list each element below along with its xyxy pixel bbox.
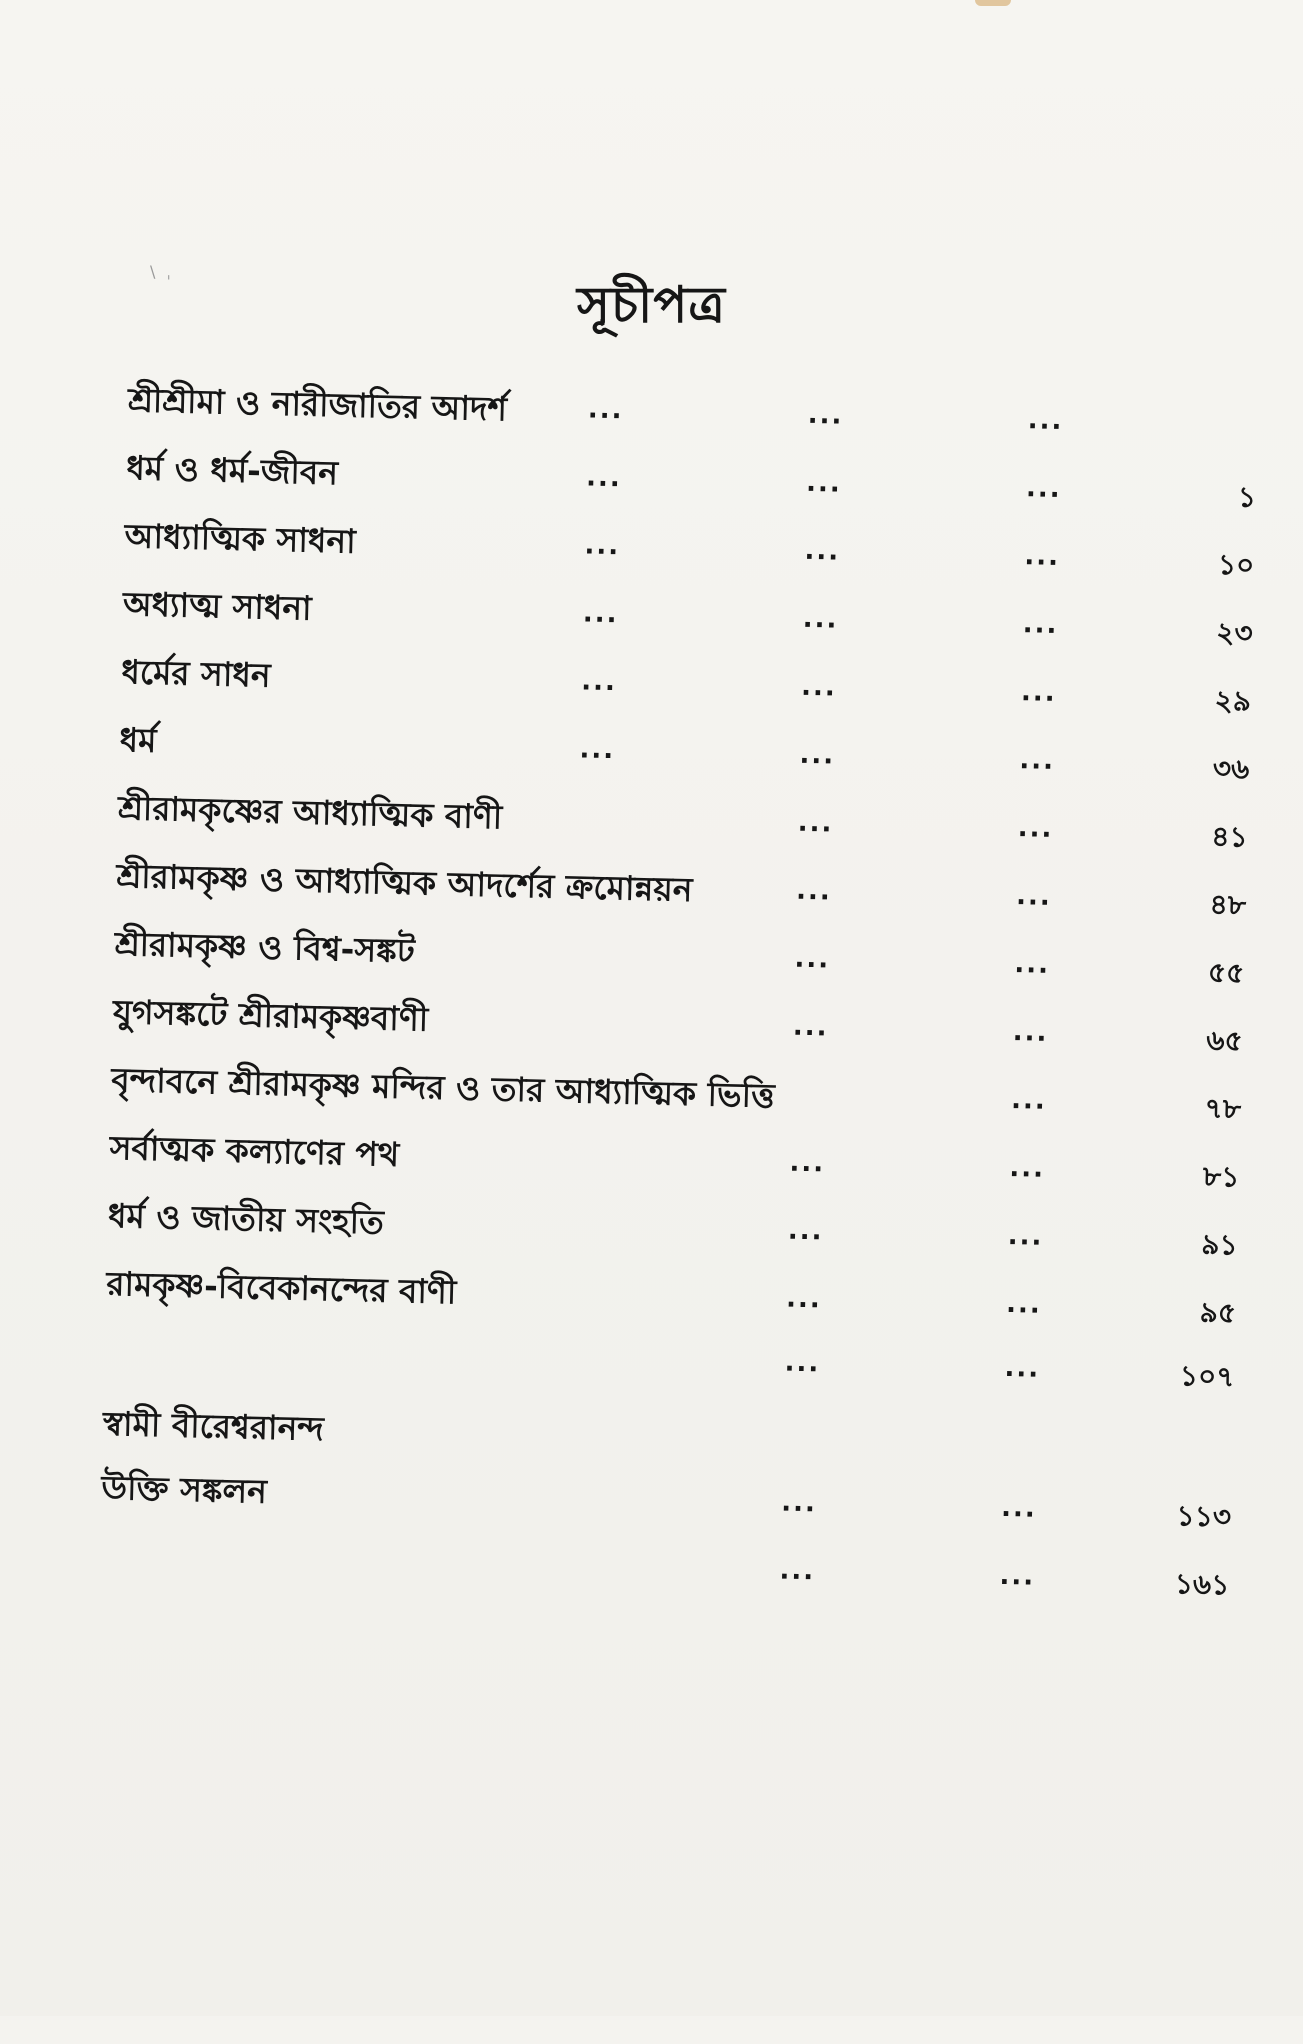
toc-label: শ্রীরামকৃষ্ণ ও বিশ্ব-সঙ্কট	[114, 924, 416, 971]
leader-dots: ...	[1020, 677, 1058, 708]
toc-label: সর্বাত্মক কল্যাণের পথ	[109, 1127, 400, 1175]
leader-dots: ...	[1014, 949, 1051, 980]
toc-row	[107, 1188, 1238, 1272]
leader-dots: ...	[1007, 1220, 1044, 1252]
leader-dots: ...	[1004, 1352, 1041, 1384]
leader-dots: ...	[794, 943, 831, 975]
leader-dots: ...	[789, 1147, 826, 1179]
toc-label: ধর্ম ও জাতীয় সংহতি	[107, 1195, 385, 1242]
leader-dots: ...	[805, 467, 843, 499]
leader-dots: ...	[579, 734, 616, 766]
leader-dots: ...	[1017, 813, 1054, 844]
toc-row	[117, 780, 1248, 864]
toc-page-number: ১০	[1217, 547, 1255, 582]
leader-dots: ...	[787, 1215, 824, 1247]
leader-dots: ...	[999, 1560, 1036, 1592]
toc-label: অধ্যাত্ম সাধনা	[122, 584, 313, 628]
leader-dots: ...	[1022, 609, 1059, 640]
leader-dots: ...	[807, 399, 844, 431]
pencil-mark: \ ˌ	[150, 262, 174, 281]
leader-dots: ...	[584, 530, 621, 562]
toc-label: আধ্যাত্মিক সাধনা	[124, 516, 357, 561]
toc-label: ধর্ম	[119, 720, 157, 760]
toc-label: শ্রীশ্রীমা ও নারীজাতির আদর্শ	[127, 380, 508, 429]
leader-dots: ...	[785, 1283, 823, 1315]
leader-dots: ...	[1025, 473, 1063, 505]
leader-dots: ...	[1000, 1492, 1038, 1524]
paper-stain	[975, 0, 1011, 6]
toc-label: যুগসঙ্কটে শ্রীরামকৃষ্ণবাণী	[112, 992, 429, 1039]
toc-label: বৃন্দাবনে শ্রীরামকৃষ্ণ মন্দির ও তার আধ্যাত্মিক ভিত্তি	[110, 1059, 776, 1116]
leader-dots: ...	[797, 807, 834, 839]
leader-dots: ...	[804, 535, 841, 567]
leader-dots: ...	[580, 666, 618, 698]
leader-dots: ...	[1009, 1152, 1046, 1184]
toc-row	[99, 1528, 1230, 1612]
toc-row	[116, 848, 1247, 932]
toc-label: উক্তি সঙ্কলন	[100, 1467, 268, 1511]
toc-row	[109, 1120, 1240, 1204]
leader-dots: ...	[779, 1555, 816, 1587]
toc-page-number: ৭৮	[1204, 1091, 1242, 1126]
toc-page-number: ২৯	[1214, 683, 1252, 718]
toc-page-number: ১৬১	[1174, 1567, 1230, 1602]
toc-row	[126, 440, 1257, 524]
leader-dots: ...	[1010, 1084, 1048, 1116]
toc-page-number: ৮১	[1202, 1159, 1240, 1194]
leader-dots: ...	[800, 671, 838, 703]
page-title: সূচীপত্র	[577, 276, 726, 334]
leader-dots: ...	[792, 1011, 829, 1043]
leader-dots: ...	[795, 875, 833, 907]
toc-row	[127, 372, 1258, 456]
toc-row	[122, 576, 1253, 660]
toc-page-number: ৯১	[1200, 1227, 1239, 1262]
leader-dots: ...	[802, 603, 839, 635]
leader-dots: ...	[1005, 1288, 1043, 1320]
toc-label: স্বামী বীরেশ্বরানন্দ	[102, 1403, 325, 1449]
leader-dots: ...	[780, 1487, 818, 1519]
toc-page-number: ৬৫	[1205, 1023, 1244, 1058]
leader-dots: ...	[585, 462, 623, 494]
toc-page-number: ৩৬	[1212, 751, 1250, 786]
toc-label: শ্রীরামকৃষ্ণের আধ্যাত্মিক বাণী	[117, 788, 503, 837]
toc-page-number: ৪১	[1210, 819, 1249, 854]
toc-page-number: ৫৫	[1207, 955, 1245, 990]
toc-row	[119, 712, 1250, 796]
toc-page-number: ১০৭	[1179, 1359, 1235, 1394]
toc-page-number: ২৩	[1215, 615, 1254, 650]
toc-label: শ্রীরামকৃষ্ণ ও আধ্যাত্মিক আদর্শের ক্রমোন্নয়ন	[115, 856, 694, 910]
toc-page-number: ৯৫	[1199, 1295, 1237, 1330]
leader-dots: ...	[582, 598, 619, 630]
leader-dots: ...	[587, 394, 624, 426]
toc-label: ধর্মের সাধন	[120, 652, 272, 695]
toc-page-number: ১১৩	[1176, 1499, 1232, 1534]
leader-dots: ...	[1015, 881, 1053, 912]
toc-row	[111, 1052, 1242, 1136]
leader-dots: ...	[1024, 541, 1061, 573]
toc-row	[114, 916, 1245, 1000]
toc-row	[121, 644, 1252, 728]
leader-dots: ...	[1012, 1017, 1049, 1048]
leader-dots: ...	[784, 1347, 821, 1379]
toc-row	[112, 984, 1243, 1068]
leader-dots: ...	[1027, 405, 1064, 437]
leader-dots: ...	[799, 739, 836, 771]
toc-label: ধর্ম ও ধর্ম-জীবন	[125, 448, 339, 493]
toc-page-number: ১	[1237, 480, 1257, 514]
toc-row	[124, 508, 1255, 592]
toc-page-number: ৪৮	[1209, 887, 1247, 922]
toc-label: রামকৃষ্ণ-বিবেকানন্দের বাণী	[105, 1263, 457, 1312]
leader-dots: ...	[1019, 745, 1056, 776]
